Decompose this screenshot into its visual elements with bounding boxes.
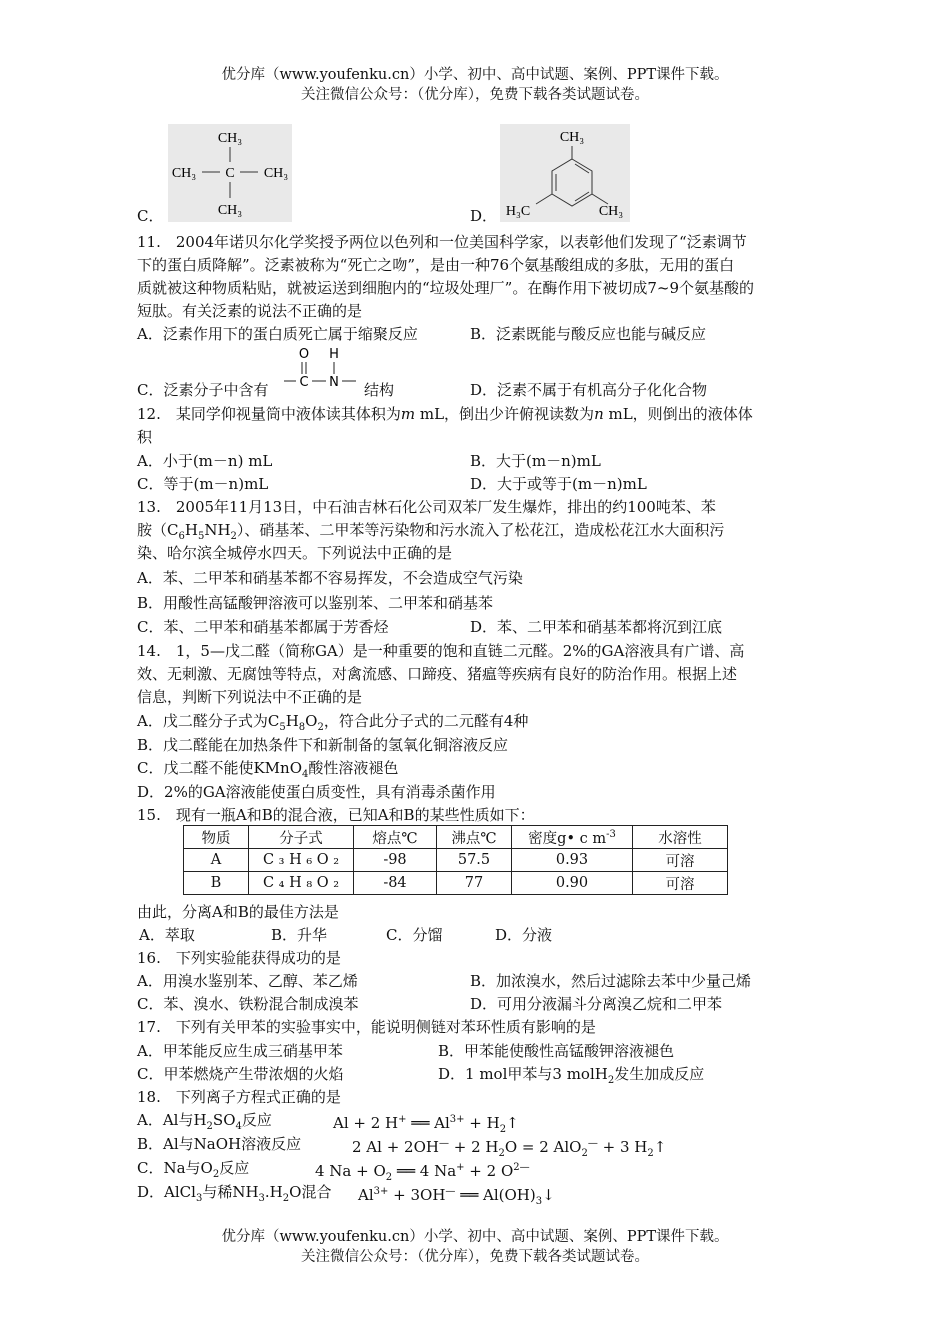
q18b-es3: 2 <box>647 1148 654 1159</box>
q12-option-a: A．小于(m－n) mL <box>137 452 273 470</box>
q18d-ls3: 2 <box>282 1193 290 1204</box>
q18c-l1: C．Na与O <box>137 1159 213 1177</box>
q13-option-c: C．苯、二甲苯和硝基苯都属于芳香烃 <box>137 618 389 636</box>
q11-option-c-pre: C．泛素分子中含有 <box>137 381 269 399</box>
q18b-e3: O = 2 AlO <box>504 1138 582 1156</box>
q18-option-c-label <box>137 1158 249 1185</box>
q17-option-d <box>438 1064 704 1091</box>
q18a-e4: ↑ <box>506 1114 519 1132</box>
q18d-ls2: 3 <box>258 1193 265 1204</box>
q14a-b: H <box>285 712 299 730</box>
q17d-s: 2 <box>607 1075 615 1086</box>
amide-group-structure <box>282 344 364 396</box>
q14a-s2: 8 <box>298 722 306 733</box>
q18b-esup2: — <box>587 1138 598 1149</box>
q18a-e2: ══ Al <box>406 1114 450 1132</box>
neopentane-structure <box>168 124 292 222</box>
q18-option-a-label <box>137 1110 272 1137</box>
q13-s1: 6 <box>178 531 185 542</box>
cell: B <box>184 872 249 895</box>
q18d-esup1: 3+ <box>373 1186 389 1197</box>
q18b-e5: ↑ <box>653 1138 667 1156</box>
q18a-e1: Al + 2 H <box>333 1114 399 1132</box>
q16-option-b: B．加浓溴水，然后过滤除去苯中少量己烯 <box>470 972 752 990</box>
q18b-e2: + 2 H <box>448 1138 499 1156</box>
q17-option-b: B．甲苯能使酸性高锰酸钾溶液褪色 <box>438 1042 675 1060</box>
struct-d-left: H₃C <box>505 204 531 219</box>
struct-c-right: CH₃ <box>263 166 289 181</box>
cell: 0.90 <box>512 872 633 895</box>
q11-option-d: D．泛素不属于有机高分子化化合物 <box>470 381 708 399</box>
q14-line-1: 14. 1，5—戊二醛（简称GA）是一种重要的饱和直链二元醛。2%的GA溶液具有广谱、高 <box>137 642 745 660</box>
page-footer-line-2: 关注微信公众号：（优分库），免费下载各类试题试卷。 <box>301 1249 649 1265</box>
q14a-a: A．戊二醛分子式为C <box>137 712 280 730</box>
struct-d-right: CH₃ <box>598 204 624 219</box>
q18-option-d-label <box>137 1182 331 1209</box>
q18c-ls: 2 <box>212 1169 220 1180</box>
cell: 0.93 <box>512 849 633 872</box>
q16-line-1: 16. 下列实验能获得成功的是 <box>137 949 341 967</box>
struct-c-left: CH₃ <box>171 166 197 181</box>
q18d-esup2: — <box>445 1186 456 1197</box>
q18b-e4: + 3 H <box>597 1138 648 1156</box>
amide-n: N <box>329 375 339 390</box>
q12-option-d: D．大于或等于(m－n)mL <box>470 475 647 493</box>
cell: -84 <box>354 872 437 895</box>
th-substance: 物质 <box>184 826 249 849</box>
q13-d: ）、硝基苯、二甲苯等污染物和污水流入了松花江，造成松花江水大面积污 <box>236 521 725 539</box>
q13-line-1: 13. 2005年11月13日，中石油吉林石化公司双苯厂发生爆炸，排出的约100吨苯、苯 <box>137 498 716 516</box>
q13-option-d: D．苯、二甲苯和硝基苯都将沉到江底 <box>470 618 723 636</box>
page-footer-line-1: 优分库（www.youfenku.cn）小学、初中、高中试题、案例、PPT课件下载。 <box>221 1229 729 1245</box>
q16-option-c: C．苯、溴水、铁粉混合制成溴苯 <box>137 995 359 1013</box>
q18d-l1: D．AlCl <box>137 1183 196 1201</box>
th-density <box>512 826 633 849</box>
q10-structure-d-image <box>500 124 630 222</box>
q18d-ls1: 3 <box>195 1193 203 1204</box>
q12-m: m <box>400 405 416 423</box>
cell: 可溶 <box>633 849 728 872</box>
q18d-e4: ↓ <box>542 1186 555 1204</box>
q15-option-d: D．分液 <box>495 926 553 944</box>
cell: C ₄ H ₈ O ₂ <box>249 872 354 895</box>
q18c-esup1: + <box>456 1162 465 1173</box>
q18c-esup2: 2— <box>513 1162 530 1173</box>
amide-o: O <box>298 347 310 362</box>
q14c-s: 4 <box>302 769 309 780</box>
q11-line-3: 质就被这种物质粘贴，就被运送到细胞内的“垃圾处理厂”。在酶作用下被切成7~9个氨基酸的 <box>137 279 754 297</box>
cell: 57.5 <box>437 849 512 872</box>
q12-text-c: mL，则倒出的液体体 <box>603 405 753 423</box>
q12-text-a: 12. 某同学仰视量筒中液体读其体积为 <box>137 405 401 423</box>
struct-d-top: CH₃ <box>559 130 585 145</box>
q17d-b: 发生加成反应 <box>614 1065 705 1083</box>
q13-c: NH <box>204 521 231 539</box>
q13-line-3: 染、哈尔滨全城停水四天。下列说法中正确的是 <box>137 544 453 562</box>
th-density-sup: -3 <box>606 828 616 840</box>
q18a-e3: + H <box>464 1114 500 1132</box>
q18d-l4: O混合 <box>289 1183 332 1201</box>
q18a-l3: 反应 <box>241 1111 272 1129</box>
page-header-line-2: 关注微信公众号：（优分库），免费下载各类试题试卷。 <box>301 87 649 103</box>
amide-h: H <box>329 347 339 362</box>
q14-line-3: 信息，判断下列说法中不正确的是 <box>137 688 363 706</box>
q14a-c: O <box>305 712 318 730</box>
q14-option-b: B．戊二醛能在加热条件下和新制备的氢氧化铜溶液反应 <box>137 736 509 754</box>
th-formula: 分子式 <box>249 826 354 849</box>
q18c-e1: 4 Na + O <box>315 1162 386 1180</box>
q18b-es1: 2 <box>498 1148 505 1159</box>
th-boiling: 沸点℃ <box>437 826 512 849</box>
q16-option-d: D．可用分液漏斗分离溴乙烷和二甲苯 <box>470 995 723 1013</box>
q13-s3: 2 <box>230 531 237 542</box>
q11-option-a: A．泛素作用下的蛋白质死亡属于缩聚反应 <box>137 325 418 343</box>
q15-properties-table <box>183 825 728 895</box>
q18b-esup1: — <box>438 1138 449 1149</box>
q18d-l2: 与稀NH <box>202 1183 259 1201</box>
q12-n: n <box>594 405 604 423</box>
q17-line-1: 17. 下列有关甲苯的实验事实中，能说明侧链对苯环性质有影响的是 <box>137 1018 596 1036</box>
q18a-ls1: 2 <box>206 1121 213 1132</box>
page-header-line-1: 优分库（www.youfenku.cn）小学、初中、高中试题、案例、PPT课件下载。 <box>221 67 729 83</box>
q18c-es: 2 <box>385 1172 393 1183</box>
q14-option-d: D．2%的GA溶液能使蛋白质变性，具有消毒杀菌作用 <box>137 783 496 801</box>
q13-b: H <box>184 521 198 539</box>
q11-line-1: 11. 2004年诺贝尔化学奖授予两位以色列和一位美国科学家，以表彰他们发现了“泛素调节 <box>137 233 747 251</box>
q18b-es2: 2 <box>581 1148 588 1159</box>
struct-c-center: C <box>225 166 235 181</box>
q18d-l3: .H <box>264 1183 283 1201</box>
th-solubility: 水溶性 <box>633 826 728 849</box>
q18d-es: 3 <box>535 1196 543 1207</box>
q11-option-c-post: 结构 <box>364 381 395 399</box>
q15-line-1: 15. 现有一瓶A和B的混合液，已知A和B的某些性质如下： <box>137 806 535 824</box>
q14a-s1: 5 <box>279 722 286 733</box>
q10-option-c-label: C． <box>137 207 164 225</box>
q18d-e1: Al <box>358 1186 374 1204</box>
th-density-text: 密度g• c m <box>528 830 607 847</box>
q18a-es: 2 <box>499 1124 507 1135</box>
q18a-l2: SO <box>212 1111 236 1129</box>
q14-option-a <box>137 711 528 738</box>
th-melting: 熔点℃ <box>354 826 437 849</box>
q17-option-a: A．甲苯能反应生成三硝基甲苯 <box>137 1042 343 1060</box>
q18c-e2: ══ 4 Na <box>392 1162 457 1180</box>
q18d-e2: + 3OH <box>388 1186 446 1204</box>
q18a-esup2: 3+ <box>449 1114 465 1125</box>
q18-line-1: 18. 下列离子方程式正确的是 <box>137 1088 341 1106</box>
table-row <box>184 849 728 872</box>
q18c-l2: 反应 <box>219 1159 250 1177</box>
q14c-b: 酸性溶液褪色 <box>308 759 399 777</box>
cell: C ₃ H ₆ O ₂ <box>249 849 354 872</box>
q14-line-2: 效、无刺激、无腐蚀等特点，对禽流感、口蹄疫、猪瘟等疾病有良好的防治作用。根据上述 <box>137 665 738 683</box>
cell: -98 <box>354 849 437 872</box>
q11-line-2: 下的蛋白质降解”。泛素被称为“死亡之吻”，是由一种76个氨基酸组成的多肽，无用的蛋白 <box>137 256 735 274</box>
q12-option-c: C．等于(m－n)mL <box>137 475 269 493</box>
q18a-ls2: 4 <box>235 1121 242 1132</box>
q15-stem: 由此，分离A和B的最佳方法是 <box>137 903 339 921</box>
q17-option-c: C．甲苯燃烧产生带浓烟的火焰 <box>137 1065 344 1083</box>
cell: A <box>184 849 249 872</box>
amide-c: C <box>299 375 309 390</box>
q18d-e3: ══ Al(OH) <box>455 1186 536 1204</box>
cell: 可溶 <box>633 872 728 895</box>
q18-option-b-label: B．Al与NaOH溶液反应 <box>137 1135 302 1153</box>
q12-option-b: B．大于(m－n)mL <box>470 452 601 470</box>
q16-option-a: A．用溴水鉴别苯、乙醇、苯乙烯 <box>137 972 358 990</box>
q17d-a: D．1 mol甲苯与3 molH <box>438 1065 608 1083</box>
q10-option-d-label: D． <box>470 207 498 225</box>
q18a-esup1: + <box>398 1114 407 1125</box>
q14c-a: C．戊二醛不能使KMnO <box>137 759 303 777</box>
q14a-d: ，符合此分子式的二元醛有4种 <box>323 712 529 730</box>
q13-s2: 5 <box>197 531 205 542</box>
q13-a: 胺（C <box>137 521 179 539</box>
q13-option-a: A．苯、二甲苯和硝基苯都不容易挥发，不会造成空气污染 <box>137 569 523 587</box>
struct-c-bottom: CH₃ <box>217 203 243 218</box>
q18a-l1: A．Al与H <box>137 1111 207 1129</box>
q13-option-b: B．用酸性高锰酸钾溶液可以鉴别苯、二甲苯和硝基苯 <box>137 594 494 612</box>
q18c-e3: + 2 O <box>464 1162 514 1180</box>
q15-option-b: B．升华 <box>271 926 328 944</box>
cell: 77 <box>437 872 512 895</box>
q14-option-c <box>137 758 398 785</box>
q15-option-c: C．分馏 <box>386 926 443 944</box>
mesitylene-structure <box>500 124 630 222</box>
q10-structure-c-image <box>168 124 292 222</box>
q12-line-1 <box>137 404 753 424</box>
q18-option-d-equation <box>358 1182 555 1212</box>
q15-option-a: A．萃取 <box>139 926 195 944</box>
q14a-s3: 2 <box>317 722 324 733</box>
table-header-row <box>184 826 728 849</box>
struct-c-top: CH₃ <box>217 131 243 146</box>
table-row <box>184 872 728 895</box>
q11-option-b: B．泛素既能与酸反应也能与碱反应 <box>470 325 707 343</box>
q18b-e1: 2 Al + 2OH <box>352 1138 439 1156</box>
q12-line-2: 积 <box>137 428 153 446</box>
q12-text-b: mL，倒出少许俯视读数为 <box>415 405 595 423</box>
q11-line-4: 短肽。有关泛素的说法不正确的是 <box>137 302 363 320</box>
